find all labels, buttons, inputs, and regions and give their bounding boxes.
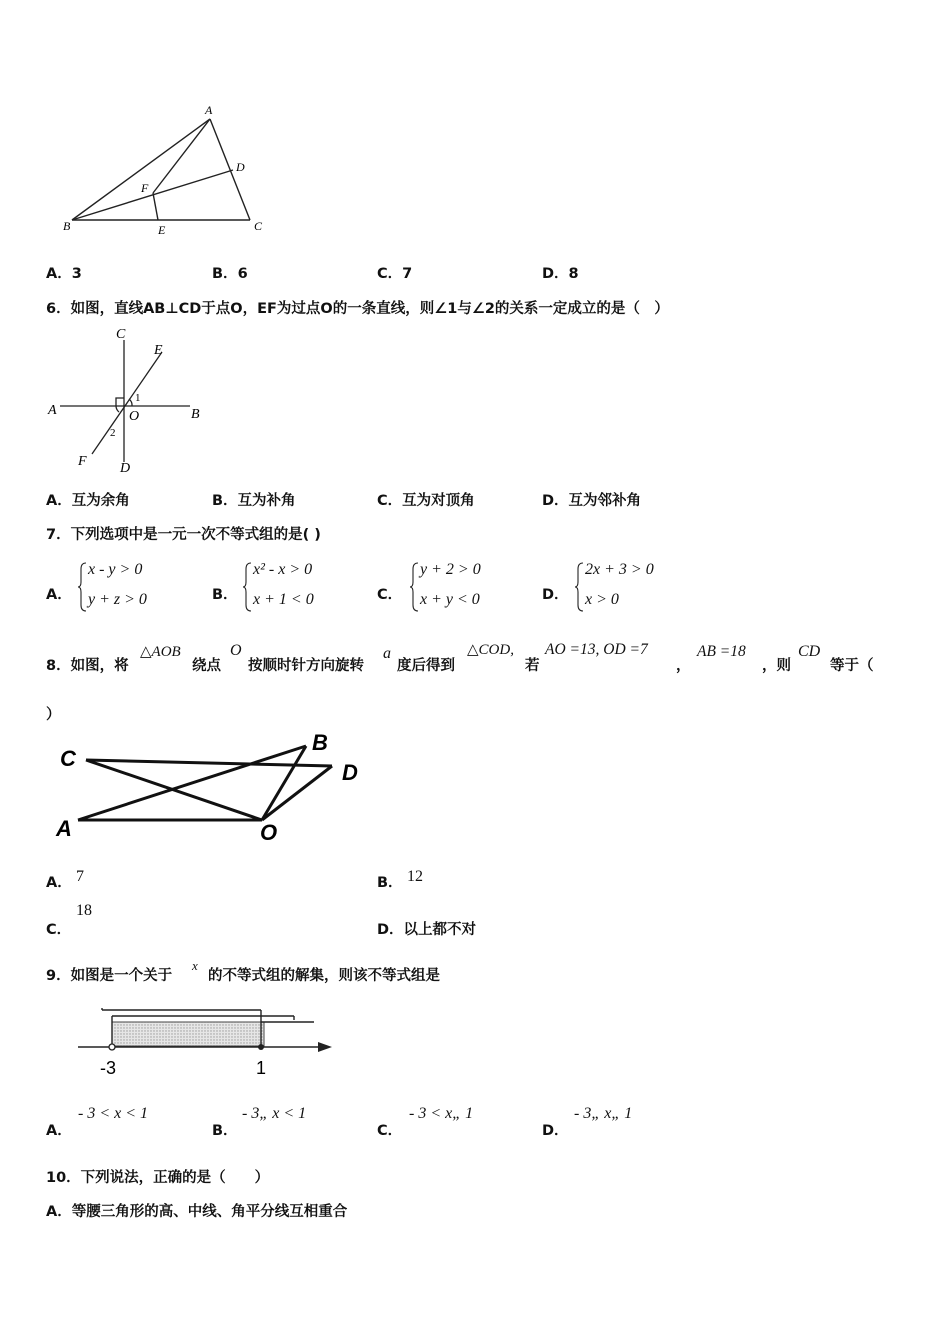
label-2: 2 [110,427,116,439]
label-O: O [129,409,140,424]
q5-option-c: C．7 [377,266,413,282]
q9-option-a-value: - 3 < x < 1 [78,1105,149,1122]
q8-stem-part-d: 度后得到 [397,658,455,674]
q8-triangle-cod: △COD, [467,642,514,658]
q8-rotation-figure [50,728,380,848]
q5-option-a: A．3 [46,266,82,282]
q8-option-c-value: 18 [76,902,92,919]
label-E: E [154,343,163,358]
q9-option-b-value: - 3„ x < 1 [242,1105,307,1122]
q8-point-o: O [230,642,242,659]
q9-variable-x: x [192,958,198,973]
label-D: D [236,160,245,174]
q9-option-a-letter: A． [46,1123,72,1139]
q9-option-b-letter: B． [212,1123,238,1139]
q6-stem: 6．如图，直线AB⊥CD于点O，EF为过点O的一条直线，则∠1与∠2的关系一定成立的是（ ） [46,301,669,317]
q9-option-c-value: - 3 < x„ 1 [409,1105,474,1122]
label-F: F [78,454,87,469]
q7-option-d-letter: D． [542,587,569,603]
label-1: 1 [135,392,141,404]
label-D: D [342,760,358,785]
q9-number-line-figure [48,1000,348,1085]
label-C: C [254,219,263,233]
label-F: F [141,181,149,195]
q9-option-d-value: - 3„ x„ 1 [574,1105,633,1122]
q8-option-a-letter: A． [46,875,72,891]
q8-stem-part-c: 按顺时针方向旋转 [248,658,364,674]
q5-option-d: D．8 [542,266,579,282]
q6-lines-figure [40,322,215,482]
label-A: A [48,403,57,418]
q5-option-b: B．6 [212,266,248,282]
q8-option-b-value: 12 [407,868,423,885]
label-B: B [63,219,71,233]
q6-option-a: A．互为余角 [46,493,130,509]
label-B: B [312,730,328,755]
label-A: A [56,816,72,841]
label-C: C [116,327,126,342]
q8-stem-part-b: 绕点 [192,658,221,674]
q9-stem-part-a: 9．如图是一个关于 [46,968,173,984]
q9-option-c-letter: C． [377,1123,403,1139]
q8-option-d: D．以上都不对 [377,922,477,938]
label-A: A [205,103,213,117]
tick-label-right: 1 [256,1058,267,1078]
label-B: B [191,407,200,422]
q8-condition-ao-od: AO =13, OD =7 [545,641,648,658]
q6-option-d: D．互为邻补角 [542,493,642,509]
q8-comma: ， [676,658,691,674]
q9-option-d-letter: D． [542,1123,569,1139]
q8-option-a-value: 7 [76,868,84,885]
q8-cd: CD [798,643,821,660]
q10-option-a: A．等腰三角形的高、中线、角平分线互相重合 [46,1204,348,1220]
q7-option-b-letter: B． [212,587,238,603]
q8-option-b-letter: B． [377,875,403,891]
q7-option-c-letter: C． [377,587,403,603]
q8-triangle-aob: △AOB [140,644,181,660]
q6-option-b: B．互为补角 [212,493,296,509]
q5-triangle-figure [55,100,285,245]
tick-label-left: -3 [100,1058,117,1078]
label-D: D [120,461,131,476]
q9-stem-part-b: 的不等式组的解集，则该不等式组是 [208,968,440,984]
label-C: C [60,746,76,771]
q8-option-c-letter: C． [46,922,72,938]
q8-stem-part-f: ，则 [762,658,791,674]
q8-stem-end: ） [46,707,61,723]
label-O: O [260,820,278,845]
q7-option-a-letter: A． [46,587,72,603]
q8-angle-a: a [383,645,391,662]
q7-stem: 7．下列选项中是一元一次不等式组的是( ) [46,527,321,543]
q8-stem-part-g: 等于（ [830,658,874,674]
q10-stem: 10．下列说法，正确的是（ ） [46,1170,270,1186]
q8-stem-part-e: 若 [525,658,540,674]
q8-stem-part-a: 8．如图，将 [46,658,129,674]
q6-option-c: C．互为对顶角 [377,493,475,509]
label-E: E [158,223,166,237]
q8-condition-ab: AB =18 [697,643,746,660]
